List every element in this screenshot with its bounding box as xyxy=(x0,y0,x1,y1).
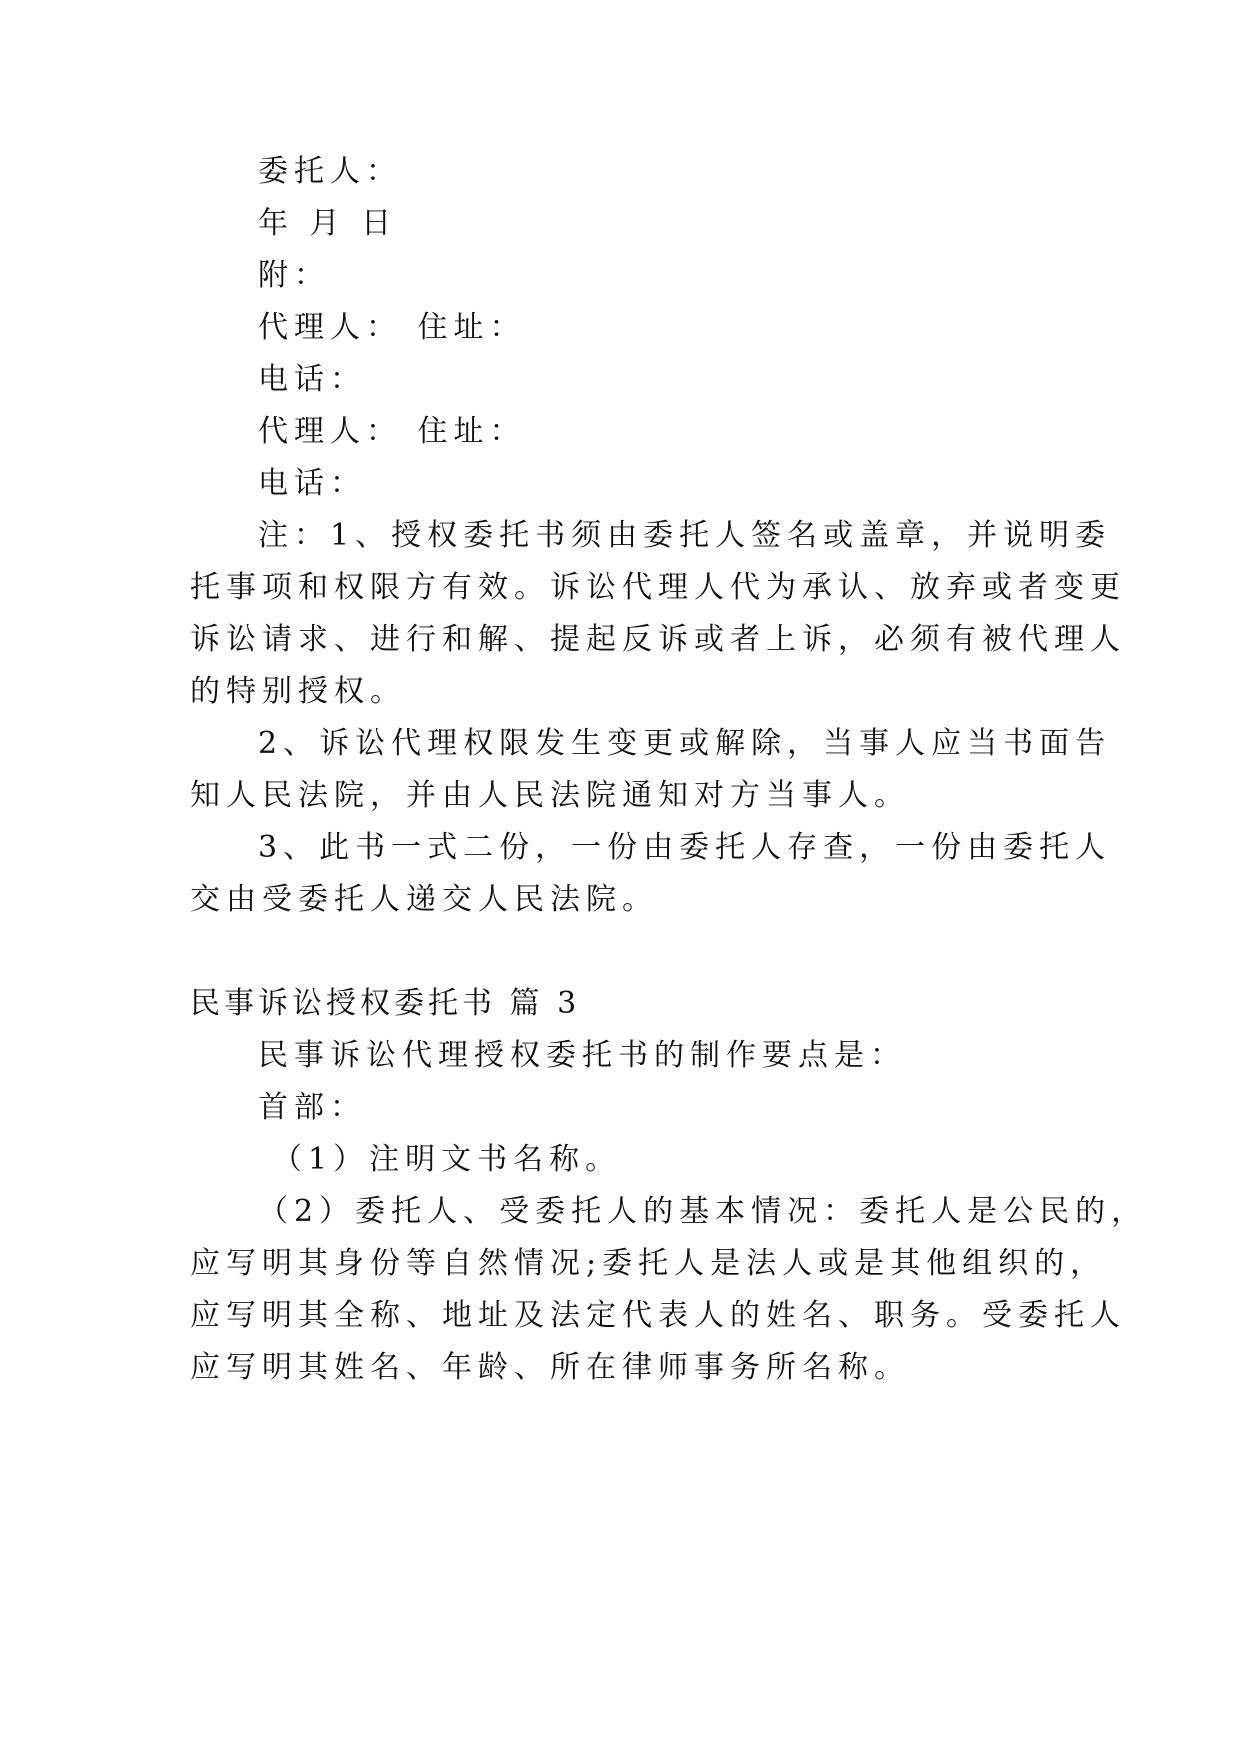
attachment-line: 附： xyxy=(258,258,330,293)
date-line: 年 月 日 xyxy=(258,206,398,241)
item-1: （1）注明文书名称。 xyxy=(272,1142,622,1177)
item-2-line-2: 应写明其身份等自然情况;委托人是法人或是其他组织的， xyxy=(190,1246,1107,1281)
item-2-line-1: （2）委托人、受委托人的基本情况：委托人是公民的， xyxy=(258,1194,1148,1229)
phone-line-1: 电话： xyxy=(258,362,366,397)
note-3-line-2: 交由受委托人递交人民法院。 xyxy=(190,882,658,917)
note-2-line-2: 知人民法院，并由人民法院通知对方当事人。 xyxy=(190,778,910,813)
item-2-line-4: 应写明其姓名、年龄、所在律师事务所名称。 xyxy=(190,1350,910,1385)
head-part-label: 首部： xyxy=(258,1090,366,1125)
section-heading: 民事诉讼授权委托书 篇 3 xyxy=(190,986,581,1021)
section-intro: 民事诉讼代理授权委托书的制作要点是： xyxy=(258,1038,906,1073)
note-1-line-1: 注：1、授权委托书须由委托人签名或盖章，并说明委 xyxy=(258,518,1112,553)
principal-line: 委托人： xyxy=(258,154,402,189)
note-1-line-3: 诉讼请求、进行和解、提起反诉或者上诉，必须有被代理人 xyxy=(190,622,1126,657)
agent-address-line-1: 代理人： 住址： xyxy=(258,310,526,345)
phone-line-2: 电话： xyxy=(258,466,366,501)
note-1-line-2: 托事项和权限方有效。诉讼代理人代为承认、放弃或者变更 xyxy=(190,570,1126,605)
note-1-line-4: 的特别授权。 xyxy=(190,674,406,709)
agent-address-line-2: 代理人： 住址： xyxy=(258,414,526,449)
note-3-line-1: 3、此书一式二份，一份由委托人存查，一份由委托人 xyxy=(258,830,1112,865)
note-2-line-1: 2、诉讼代理权限发生变更或解除，当事人应当书面告 xyxy=(258,726,1112,761)
item-2-line-3: 应写明其全称、地址及法定代表人的姓名、职务。受委托人 xyxy=(190,1298,1126,1333)
